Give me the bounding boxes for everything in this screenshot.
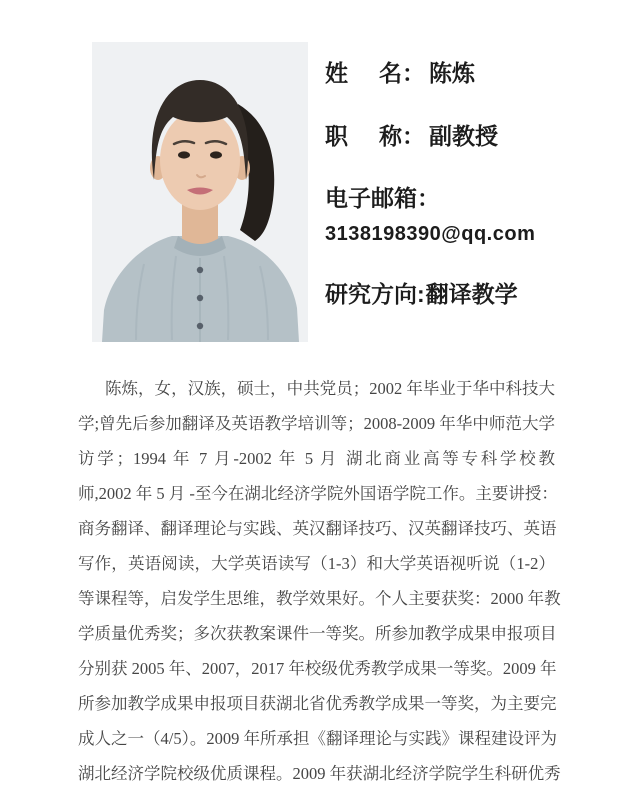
title-value: 副教授 — [429, 123, 498, 149]
bio-line: 等课程等，启发学生思维，教学效果好。个人主要获奖：2000 年教 — [78, 589, 561, 608]
eye-right — [210, 151, 222, 158]
bio-line: 学质量优秀奖；多次获教案课件一等奖。所参加教学成果申报项目 — [78, 624, 557, 643]
bio-line: 商务翻译、翻译理论与实践、英汉翻译技巧、汉英翻译技巧、英语 — [78, 519, 557, 538]
research-field — [325, 281, 518, 307]
title-label — [325, 123, 402, 149]
title-field — [325, 123, 498, 149]
title-label-char1: 职 — [325, 123, 348, 149]
biography-paragraph — [78, 371, 561, 791]
name-value: 陈炼 — [429, 60, 475, 86]
eye-left — [178, 151, 190, 158]
shirt-button — [197, 267, 203, 273]
bio-line: 分别获 2005 年、2007，2017 年校级优秀教学成果一等奖。2009 年 — [78, 659, 557, 678]
title-label-colon: ： — [402, 123, 425, 149]
bio-line: 所参加教学成果申报项目获湖北省优秀教学成果一等奖，为主要完 — [78, 694, 557, 713]
name-field — [325, 60, 475, 86]
research-value: 翻译教学 — [425, 281, 518, 307]
bio-line: 湖北经济学院校级优质课程。2009 年获湖北经济学院学生科研优秀 — [78, 764, 561, 783]
name-label — [325, 60, 402, 86]
bio-line: 成人之一（4/5）。2009 年所承担《翻译理论与实践》课程建设评为 — [78, 729, 557, 748]
email-field-value — [325, 221, 535, 247]
email-field-label — [325, 185, 440, 211]
face — [160, 110, 240, 210]
name-label-char1: 姓 — [325, 60, 348, 86]
shirt-button — [197, 295, 203, 301]
portrait-photo-illustration — [92, 42, 308, 342]
shirt-button — [197, 323, 203, 329]
bio-line: 写作，英语阅读，大学英语读写（1-3）和大学英语视听说（1-2） — [78, 554, 555, 573]
bio-line: 陈炼，女，汉族，硕士，中共党员；2002 年毕业于华中科技大 — [105, 379, 555, 398]
portrait-photo — [92, 42, 308, 342]
name-label-colon: ： — [402, 60, 425, 86]
bio-line: 学;曾先后参加翻译及英语教学培训等；2008-2009 年华中师范大学 — [78, 414, 555, 433]
name-label-char2: 名 — [379, 60, 402, 86]
title-label-char2: 称 — [379, 123, 402, 149]
bio-line: 访学；1994 年 7 月-2002 年 5 月 湖北商业高等专科学校教 — [78, 449, 555, 468]
email-value: 3138198390@qq.com — [325, 223, 536, 245]
bio-line: 师,2002 年 5 月 -至今在湖北经济学院外国语学院工作。主要讲授： — [78, 484, 558, 503]
research-label: 研究方向: — [325, 281, 425, 307]
email-label: 电子邮箱： — [325, 185, 440, 211]
